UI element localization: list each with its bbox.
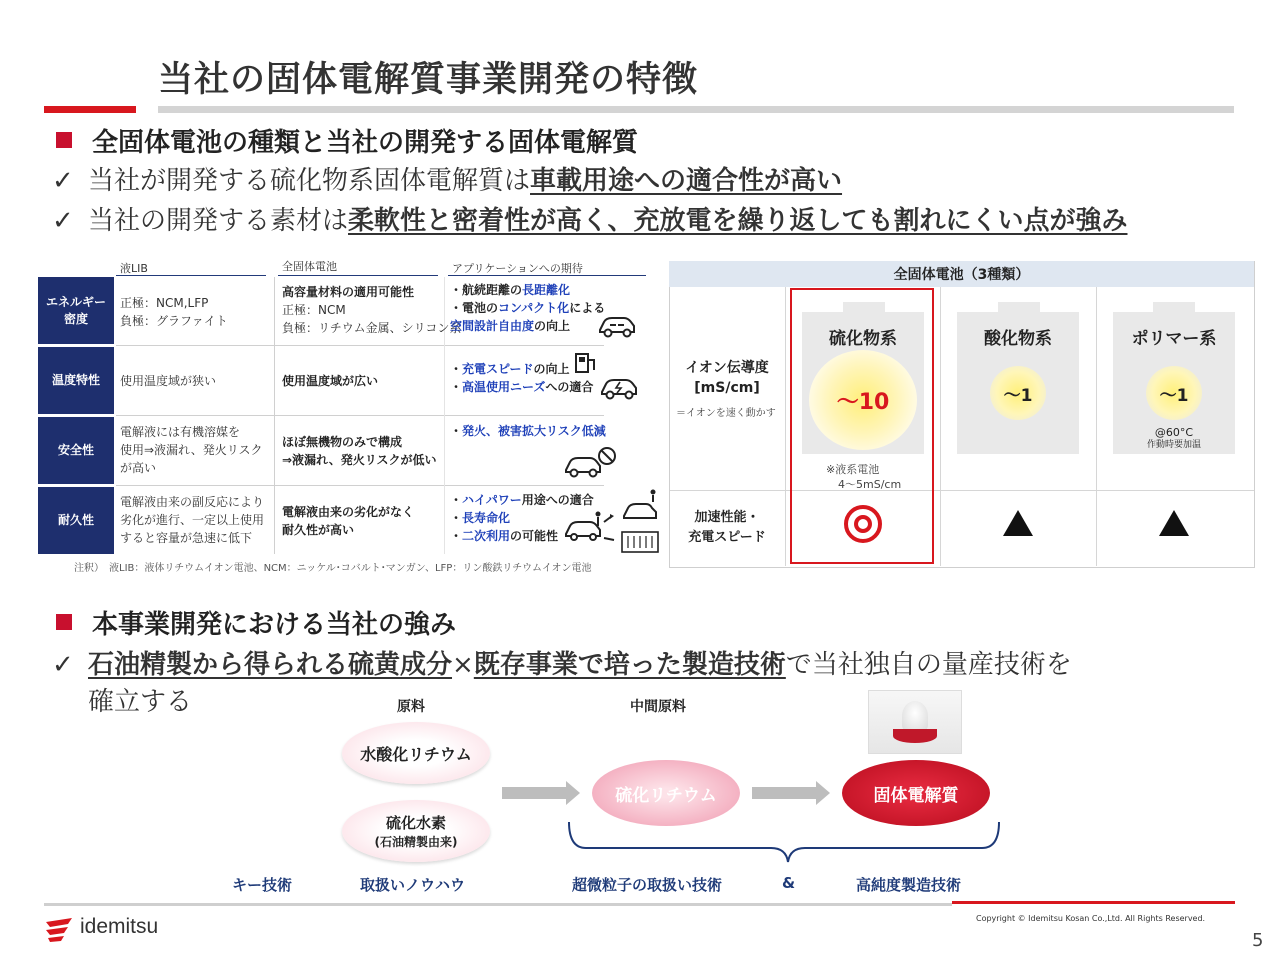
- header-line: [448, 275, 646, 276]
- flow-arrowhead: [816, 781, 830, 805]
- col-divider: [274, 277, 275, 554]
- conductivity-value-sulfide: ～10: [809, 350, 917, 450]
- bullet-2: ✓ 当社の開発する素材は柔軟性と密着性が高く、充放電を繰り返しても割れにくい点が強み: [52, 206, 1128, 236]
- key-tech-amp: &: [782, 874, 796, 892]
- cell-lib-energy: 正極：NCM,LFP 負極：グラファイト: [120, 296, 228, 328]
- header-lib: 液LIB: [120, 262, 148, 275]
- section2-heading: 本事業開発における当社の強み: [56, 604, 456, 641]
- car-icon: [596, 312, 638, 338]
- cell-asb-energy: 高容量材料の適用可能性 正極：NCM 負極：リチウム金属、シリコン系: [282, 285, 462, 335]
- title-underline: [158, 106, 1234, 113]
- cell-app-safety: ・発火、被害拡大リスク低減: [450, 424, 606, 438]
- label-raw: 原料: [397, 699, 425, 715]
- company-logo-text: idemitsu: [80, 915, 159, 938]
- double-circle-icon: [844, 505, 882, 543]
- node-lithium-sulfide: 硫化リチウム: [592, 760, 740, 826]
- check-icon: ✓: [52, 166, 74, 196]
- ev-car-icon: [598, 374, 638, 400]
- type-name-polymer: ポリマー系: [1131, 329, 1217, 349]
- cell-app-durability: ・ハイパワー用途への適合 ・長寿命化 ・二次利用の可能性: [450, 493, 594, 543]
- triangle-icon: [1159, 510, 1189, 536]
- row-label-durability: 耐久性: [38, 487, 114, 554]
- row-divider: [670, 490, 1254, 491]
- reuse-icons: [562, 488, 666, 556]
- cell-lib-temp: 使用温度域が狭い: [120, 374, 217, 388]
- cell-asb-durability: 電解液由来の劣化がなく 耐久性が高い: [282, 505, 415, 537]
- bullet-3-cont: 確立する: [88, 687, 193, 717]
- type-name-sulfide: 硫化物系: [829, 329, 897, 349]
- conductivity-value-oxide: ～1: [990, 366, 1046, 420]
- row-label-temp: 温度特性: [38, 347, 114, 414]
- type-name-oxide: 酸化物系: [984, 329, 1052, 349]
- key-tech-1: 取扱いノウハウ: [360, 876, 466, 894]
- cell-app-temp: ・充電スピードの向上 ・高温使用ニーズへの適合: [450, 362, 594, 394]
- row-label-energy: エネルギー 密度: [38, 277, 114, 344]
- cell-app-energy: ・航続距離の長距離化 ・電池のコンパクト化による 空間設計自由度の向上: [450, 283, 606, 333]
- cell-asb-safety: ほぼ無機物のみで構成 ⇒液漏れ、発火リスクが低い: [282, 435, 437, 467]
- page-number: 5: [1252, 930, 1264, 951]
- bracket: [566, 820, 1006, 866]
- col-divider: [940, 287, 941, 566]
- col-divider: [785, 287, 786, 566]
- product-photo: [868, 690, 962, 754]
- cell-lib-durability: 電解液由来の副反応により 劣化が進行、一定以上使用 すると容量が急速に低下: [120, 495, 265, 545]
- cell-lib-safety: 電解液には有機溶媒を 使用⇒液漏れ、発火リスク が高い: [120, 425, 263, 475]
- header-line: [278, 275, 438, 276]
- section1-heading: 全固体電池の種類と当社の開発する固体電解質: [56, 122, 638, 159]
- table-footnote: 注釈） 液LIB：液体リチウムイオン電池、NCM：ニッケル･コバルト･マンガン、LFP：リン酸鉄リチウムイオン電池: [74, 563, 592, 574]
- conductivity-value-polymer: ～1: [1146, 366, 1202, 420]
- flow-arrowhead: [566, 781, 580, 805]
- row-label-safety: 安全性: [38, 417, 114, 484]
- footer-accent-line: [952, 901, 1235, 904]
- node-solid-electrolyte: 固体電解質: [842, 760, 990, 826]
- node-lithium-hydroxide: 水酸化リチウム: [342, 722, 490, 784]
- row-divider: [116, 485, 604, 486]
- key-tech-3: 高純度製造技術: [856, 876, 962, 894]
- idemitsu-logo-icon: [44, 916, 74, 942]
- comparison-header: 全固体電池（3種類）: [669, 261, 1254, 287]
- bullet-1: ✓ 当社が開発する硫化物系固体電解質は車載用途への適合性が高い: [52, 166, 843, 196]
- page-title: 当社の固体電解質事業開発の特徴: [158, 60, 699, 100]
- header-line: [116, 275, 266, 276]
- bullet-3: ✓ 石油精製から得られる硫黄成分×既存事業で培った製造技術で当社独自の量産技術を: [52, 650, 1072, 680]
- flow-arrow: [502, 787, 566, 799]
- square-bullet-icon: [56, 614, 72, 630]
- no-fire-car-icon: [562, 446, 618, 478]
- cell-asb-temp: 使用温度域が広い: [282, 374, 379, 388]
- triangle-icon: [1003, 510, 1033, 536]
- square-bullet-icon: [56, 132, 72, 148]
- node-hydrogen-sulfide: 硫化水素 (石油精製由来): [342, 800, 490, 862]
- label-intermediate: 中間原料: [630, 699, 686, 715]
- acceleration-label: 加速性能・ 充電スピード: [688, 510, 766, 545]
- header-app: アプリケーションへの期待: [452, 262, 583, 275]
- ion-conductivity-label: イオン伝導度 [mS/cm]: [685, 360, 769, 396]
- polymer-note: @60°C 作動時要加温: [1146, 426, 1201, 450]
- footer-line: [44, 903, 952, 906]
- flow-arrow: [752, 787, 816, 799]
- row-divider: [116, 415, 604, 416]
- key-tech-label: キー技術: [232, 876, 293, 894]
- check-icon: ✓: [52, 650, 74, 680]
- charger-icon: [572, 350, 600, 378]
- col-divider: [1096, 287, 1097, 566]
- battery-cap: [998, 302, 1040, 312]
- key-tech-2: 超微粒子の取扱い技術: [572, 876, 723, 894]
- check-icon: ✓: [52, 206, 74, 236]
- title-accent-bar: [44, 106, 136, 113]
- copyright: Copyright © Idemitsu Kosan Co.,Ltd. All Rights Reserved.: [976, 914, 1206, 923]
- row-divider: [116, 345, 604, 346]
- header-asb: 全固体電池: [282, 260, 337, 273]
- battery-cap: [1153, 302, 1195, 312]
- ion-conductivity-sub: ＝イオンを速く動かす: [676, 408, 776, 419]
- sulfide-note: ※液系電池 4～5mS/cm: [826, 463, 902, 491]
